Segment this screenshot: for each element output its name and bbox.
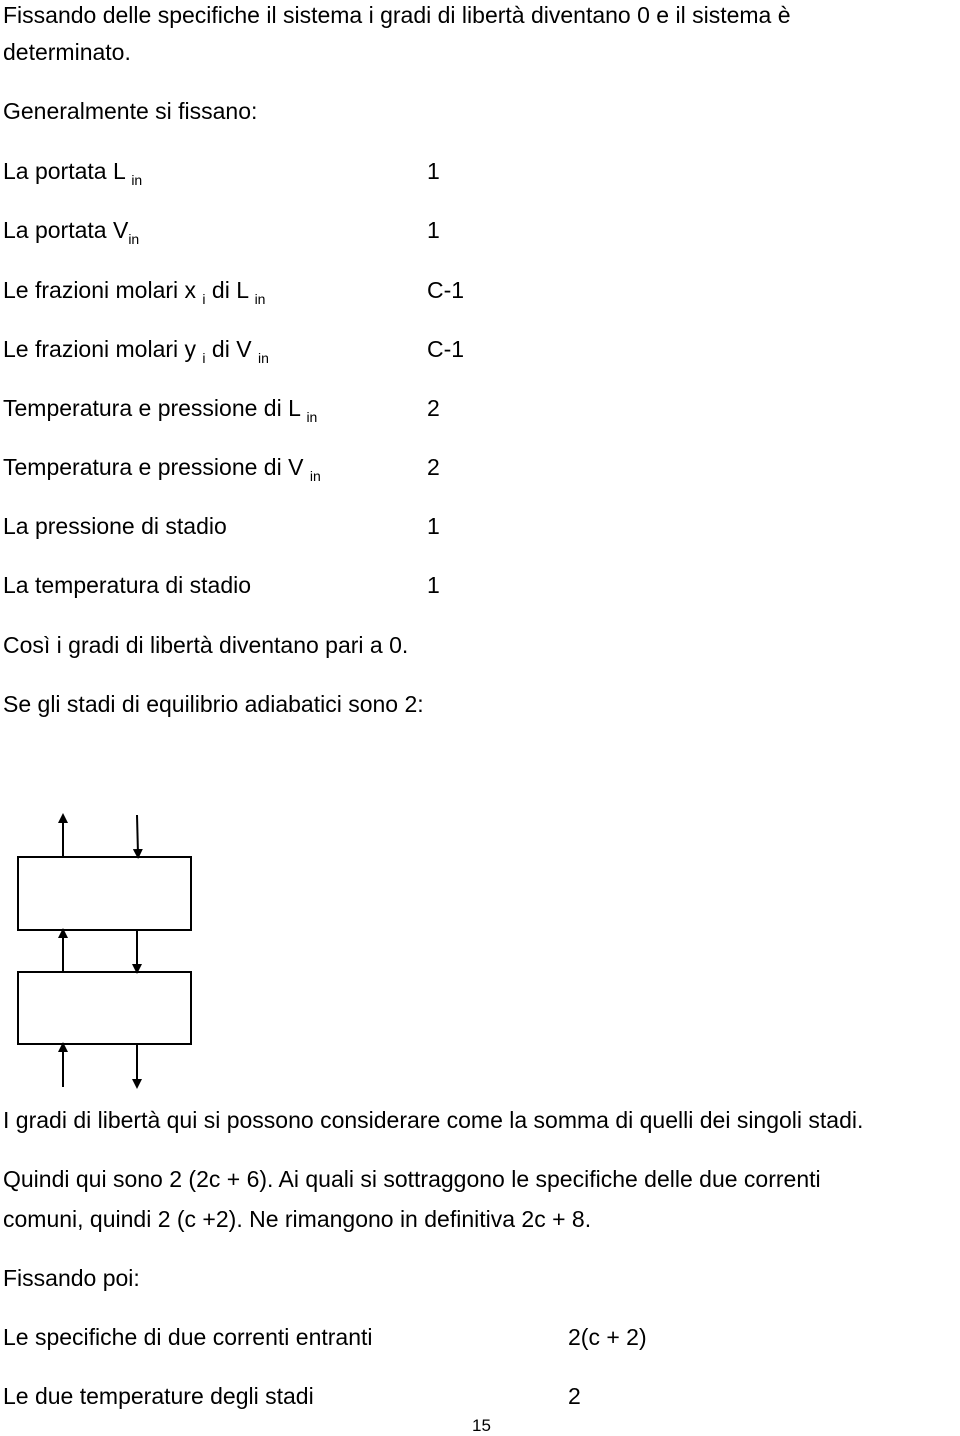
spec-item-value: 2(c + 2) xyxy=(568,1324,647,1350)
spec-item-subscript: in xyxy=(131,172,143,188)
intro-line-1: Fissando delle specifiche il sistema i gradi di libertà diventano 0 e il sistema è xyxy=(3,2,791,28)
spec-item-subscript: in xyxy=(257,350,269,366)
spec-item-value: C-1 xyxy=(427,277,465,303)
spec-item-text: Le frazioni molari y xyxy=(3,336,197,362)
spec-item-subscript: in xyxy=(306,409,318,425)
explanation-line-2: Quindi qui sono 2 (2c + 6). Ai quali si sottraggono le specifiche delle due correnti xyxy=(3,1166,821,1192)
stage-1-box xyxy=(18,857,191,930)
spec-item-value: C-1 xyxy=(427,336,465,362)
spec-item-value: 2 xyxy=(427,395,440,421)
spec-item-text: La portata L xyxy=(3,158,125,184)
conclusion-text: Così i gradi di libertà diventano pari a 0. xyxy=(3,632,409,658)
spec-item-subscript: i xyxy=(202,291,206,307)
spec-item-value: 2 xyxy=(568,1383,581,1409)
intro-heading: Generalmente si fissano: xyxy=(3,98,258,124)
spec-item-value: 1 xyxy=(427,217,440,243)
spec-item-subscript: in xyxy=(128,231,140,247)
two-stage-intro: Se gli stadi di equilibrio adiabatici sono 2: xyxy=(3,691,424,717)
spec-item-text: Le frazioni molari x xyxy=(3,277,197,303)
intro-line-2: determinato. xyxy=(3,39,131,65)
spec-item-text-after: di V xyxy=(205,336,252,362)
spec-item-subscript: i xyxy=(202,350,206,366)
spec-item-temperatura-stadio: La temperatura di stadio xyxy=(3,572,252,598)
spec-item-text: Temperatura e pressione di V xyxy=(3,454,304,480)
spec-item-subscript: in xyxy=(309,468,321,484)
spec-item-temperature-stadi: Le due temperature degli stadi xyxy=(3,1383,314,1409)
spec-item-pressione-stadio: La pressione di stadio xyxy=(3,513,227,539)
fixing-heading: Fissando poi: xyxy=(3,1265,140,1291)
page-number: 15 xyxy=(472,1416,491,1435)
spec-item-text: Temperatura e pressione di L xyxy=(3,395,301,421)
spec-item-correnti-entranti: Le specifiche di due correnti entranti xyxy=(3,1324,373,1350)
spec-item-value: 1 xyxy=(427,158,440,184)
liquid-in-arrow xyxy=(137,815,138,854)
spec-item-text-after: di L xyxy=(205,277,249,303)
stage-2-box xyxy=(18,972,191,1044)
spec-item-value: 2 xyxy=(427,454,440,480)
explanation-line-1: I gradi di libertà qui si possono considerare come la somma di quelli dei singoli stadi. xyxy=(3,1107,864,1133)
spec-item-text: La portata V xyxy=(3,217,129,243)
spec-item-subscript: in xyxy=(254,291,266,307)
spec-item-value: 1 xyxy=(427,513,440,539)
spec-item-value: 1 xyxy=(427,572,440,598)
explanation-line-3: comuni, quindi 2 (c +2). Ne rimangono in definitiva 2c + 8. xyxy=(3,1206,592,1232)
